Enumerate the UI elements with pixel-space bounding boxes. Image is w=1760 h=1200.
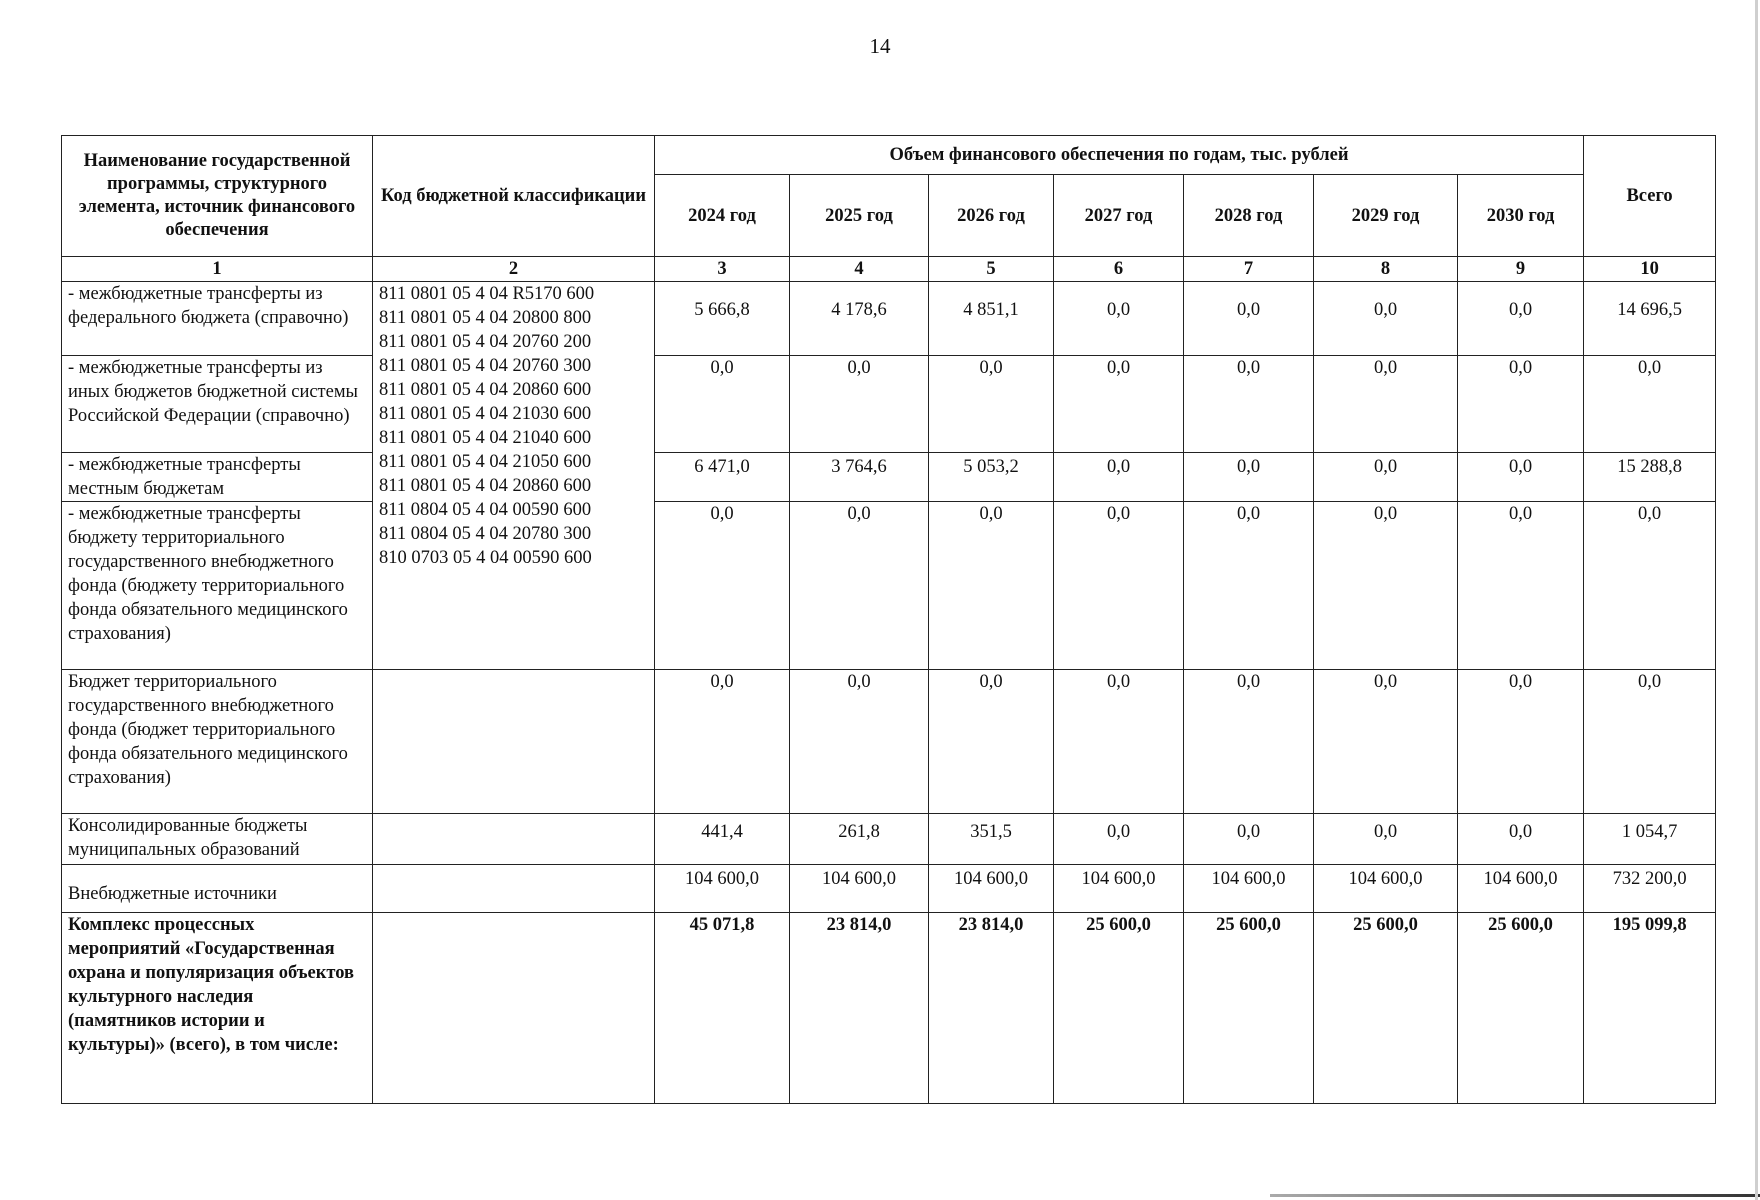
- value-cell: 0,0: [1314, 356, 1458, 453]
- value-cell: 0,0: [790, 356, 929, 453]
- value-cell: 0,0: [790, 670, 929, 814]
- value-cell: 0,0: [655, 670, 790, 814]
- value-cell: 4 851,1: [929, 282, 1054, 356]
- financing-table: [61, 135, 1716, 1104]
- value-cell: 0,0: [655, 502, 790, 670]
- column-numbers-row: [62, 257, 1716, 282]
- value-cell: 23 814,0: [790, 913, 929, 1104]
- table-row: [62, 814, 1716, 865]
- column-number: 2: [373, 257, 655, 282]
- value-cell: 351,5: [929, 814, 1054, 865]
- column-number: 7: [1184, 257, 1314, 282]
- value-cell: 0,0: [1184, 356, 1314, 453]
- value-cell: 0,0: [1458, 453, 1584, 502]
- value-cell: 104 600,0: [1184, 865, 1314, 913]
- value-cell: 25 600,0: [1458, 913, 1584, 1104]
- table-row: [62, 670, 1716, 814]
- total-cell: 14 696,5: [1584, 282, 1716, 356]
- total-cell: 195 099,8: [1584, 913, 1716, 1104]
- row-name: - межбюджетные трансферты из иных бюджетов бюджетной системы Российской Федерации (справочно): [62, 356, 373, 453]
- value-cell: 0,0: [929, 502, 1054, 670]
- header-year: 2025 год: [790, 175, 929, 257]
- header-volume: Объем финансового обеспечения по годам, тыс. рублей: [655, 136, 1584, 175]
- scan-artifact-edge: [1755, 0, 1758, 1200]
- table-row: [62, 865, 1716, 913]
- value-cell: 0,0: [1184, 282, 1314, 356]
- value-cell: 0,0: [1458, 356, 1584, 453]
- value-cell: 0,0: [1314, 670, 1458, 814]
- value-cell: 0,0: [1184, 814, 1314, 865]
- total-cell: 0,0: [1584, 356, 1716, 453]
- header-year: 2026 год: [929, 175, 1054, 257]
- column-number: 6: [1054, 257, 1184, 282]
- value-cell: 0,0: [1054, 356, 1184, 453]
- column-number: 3: [655, 257, 790, 282]
- value-cell: 45 071,8: [655, 913, 790, 1104]
- value-cell: 0,0: [1314, 282, 1458, 356]
- column-number: 4: [790, 257, 929, 282]
- total-cell: 732 200,0: [1584, 865, 1716, 913]
- value-cell: 6 471,0: [655, 453, 790, 502]
- value-cell: 0,0: [1184, 453, 1314, 502]
- column-number: 10: [1584, 257, 1716, 282]
- header-year: 2024 год: [655, 175, 790, 257]
- value-cell: 0,0: [1458, 502, 1584, 670]
- value-cell: 0,0: [1054, 453, 1184, 502]
- row-name: Бюджет территориального государственного внебюджетного фонда (бюджет территориального фонда обязательного медицинского страхования): [62, 670, 373, 814]
- value-cell: 0,0: [655, 356, 790, 453]
- table-row: [62, 502, 1716, 670]
- value-cell: 23 814,0: [929, 913, 1054, 1104]
- table-row: [62, 453, 1716, 502]
- row-name: Внебюджетные источники: [62, 865, 373, 913]
- value-cell: 25 600,0: [1314, 913, 1458, 1104]
- value-cell: 5 666,8: [655, 282, 790, 356]
- page-number: 14: [869, 34, 891, 58]
- total-cell: 15 288,8: [1584, 453, 1716, 502]
- budget-code: [373, 913, 655, 1104]
- row-name: - межбюджетные трансферты бюджету территориального государственного внебюджетного фонда (бюджету территориального фонда обязательного медицинского страхования): [62, 502, 373, 670]
- table-row: [62, 356, 1716, 453]
- scan-artifact-line: [1270, 1194, 1760, 1197]
- column-number: 5: [929, 257, 1054, 282]
- value-cell: 0,0: [1458, 670, 1584, 814]
- total-cell: 0,0: [1584, 502, 1716, 670]
- value-cell: 25 600,0: [1054, 913, 1184, 1104]
- value-cell: 0,0: [790, 502, 929, 670]
- value-cell: 0,0: [1054, 502, 1184, 670]
- value-cell: 104 600,0: [790, 865, 929, 913]
- row-name: Консолидированные бюджеты муниципальных образований: [62, 814, 373, 865]
- value-cell: 0,0: [1184, 502, 1314, 670]
- header-year: 2027 год: [1054, 175, 1184, 257]
- value-cell: 0,0: [1314, 502, 1458, 670]
- value-cell: 0,0: [1458, 814, 1584, 865]
- value-cell: 104 600,0: [655, 865, 790, 913]
- value-cell: 5 053,2: [929, 453, 1054, 502]
- row-name: Комплекс процессных мероприятий «Государственная охрана и популяризация объектов культурного наследия (памятников истории и культуры)» (всего), в том числе:: [62, 913, 373, 1104]
- value-cell: 0,0: [1314, 814, 1458, 865]
- table-row: [62, 282, 1716, 356]
- value-cell: 441,4: [655, 814, 790, 865]
- budget-codes: 811 0801 05 4 04 R5170 600 811 0801 05 4 04 20800 800 811 0801 05 4 04 20760 200 811 0801 05 4 04 20760 300 811 0801 05 4 04 20860 600 811 0801 05 4 04 21030 600 811 0801 05 4 04 21040 600 811 0801 05 4 04 21050 600 811 0801 05 4 04 20860 600 811 0804 05 4 04 00590 600 811 0804 05 4 04 20780 300 810 0703 05 4 04 00590 600: [373, 282, 655, 670]
- value-cell: 104 600,0: [1458, 865, 1584, 913]
- row-name: - межбюджетные трансферты местным бюджетам: [62, 453, 373, 502]
- value-cell: 0,0: [1054, 670, 1184, 814]
- header-code: Код бюджетной классификации: [373, 136, 655, 257]
- header-year: 2028 год: [1184, 175, 1314, 257]
- header-year: 2029 год: [1314, 175, 1458, 257]
- value-cell: 104 600,0: [929, 865, 1054, 913]
- value-cell: 0,0: [1314, 453, 1458, 502]
- value-cell: 261,8: [790, 814, 929, 865]
- value-cell: 0,0: [1184, 670, 1314, 814]
- header-year: 2030 год: [1458, 175, 1584, 257]
- budget-code: [373, 865, 655, 913]
- budget-code: [373, 670, 655, 814]
- value-cell: 104 600,0: [1054, 865, 1184, 913]
- value-cell: 0,0: [929, 356, 1054, 453]
- total-cell: 0,0: [1584, 670, 1716, 814]
- header-name: Наименование государственной программы, структурного элемента, источник финансового обеспечения: [62, 136, 373, 257]
- value-cell: 4 178,6: [790, 282, 929, 356]
- value-cell: 0,0: [1054, 814, 1184, 865]
- column-number: 9: [1458, 257, 1584, 282]
- total-cell: 1 054,7: [1584, 814, 1716, 865]
- row-name: - межбюджетные трансферты из федерального бюджета (справочно): [62, 282, 373, 356]
- column-number: 8: [1314, 257, 1458, 282]
- header-total: Всего: [1584, 136, 1716, 257]
- value-cell: 0,0: [1458, 282, 1584, 356]
- value-cell: 0,0: [1054, 282, 1184, 356]
- value-cell: 25 600,0: [1184, 913, 1314, 1104]
- column-number: 1: [62, 257, 373, 282]
- value-cell: 0,0: [929, 670, 1054, 814]
- table-row: [62, 913, 1716, 1104]
- value-cell: 104 600,0: [1314, 865, 1458, 913]
- value-cell: 3 764,6: [790, 453, 929, 502]
- budget-code: [373, 814, 655, 865]
